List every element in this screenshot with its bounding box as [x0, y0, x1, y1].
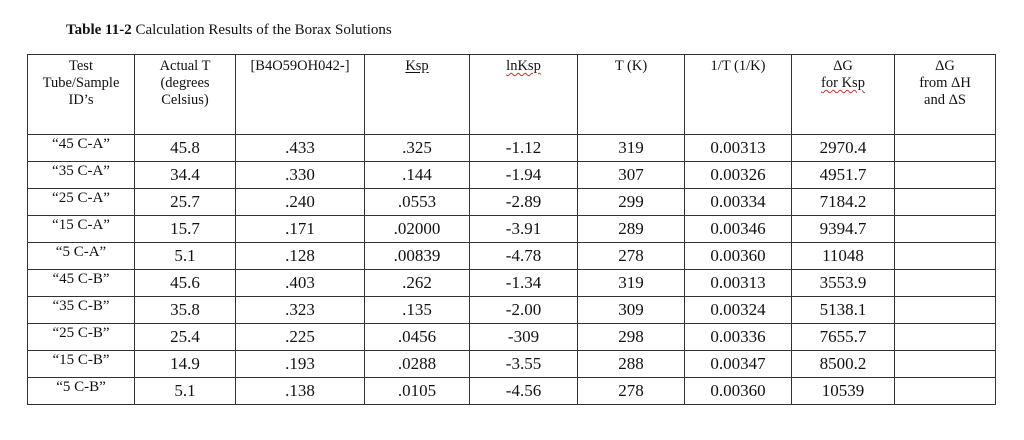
temp-kelvin-cell: 299	[578, 189, 685, 216]
dg-dh-ds-cell	[895, 297, 996, 324]
table-body	[28, 135, 996, 405]
sample-id-cell: “25 C-B”	[28, 324, 135, 351]
borate-concentration-cell: .128	[236, 243, 365, 270]
header-temp-kelvin	[578, 55, 685, 135]
inverse-temp-cell: 0.00326	[685, 162, 792, 189]
header-row	[28, 55, 996, 135]
borate-concentration-cell: .323	[236, 297, 365, 324]
header-dg-ksp-line: for Ksp	[821, 75, 865, 91]
ksp-cell: .0553	[365, 189, 470, 216]
table-row	[28, 243, 996, 270]
inverse-temp-cell: 0.00346	[685, 216, 792, 243]
lnksp-cell: -3.91	[470, 216, 578, 243]
dg-ksp-cell: 8500.2	[792, 351, 895, 378]
lnksp-cell: -4.78	[470, 243, 578, 270]
inverse-temp-cell: 0.00347	[685, 351, 792, 378]
actual-temp-cell: 35.8	[135, 297, 236, 324]
dg-ksp-cell: 7184.2	[792, 189, 895, 216]
header-sample-id-line: Tube/Sample	[42, 75, 120, 91]
dg-dh-ds-cell	[895, 324, 996, 351]
header-dg-dh-ds-line: and ΔS	[924, 92, 966, 108]
dg-dh-ds-cell	[895, 270, 996, 297]
sample-id-cell: “15 C-B”	[28, 351, 135, 378]
lnksp-cell: -1.12	[470, 135, 578, 162]
lnksp-cell: -2.00	[470, 297, 578, 324]
inverse-temp-cell: 0.00360	[685, 378, 792, 405]
lnksp-cell: -3.55	[470, 351, 578, 378]
dg-dh-ds-cell	[895, 351, 996, 378]
actual-temp-cell: 45.6	[135, 270, 236, 297]
header-sample-id-line: Test	[69, 58, 93, 74]
temp-kelvin-cell: 298	[578, 324, 685, 351]
table-row	[28, 324, 996, 351]
borate-concentration-cell: .240	[236, 189, 365, 216]
table-row	[28, 351, 996, 378]
header-dg-ksp-line: ΔG	[833, 58, 853, 74]
lnksp-cell: -2.89	[470, 189, 578, 216]
borate-concentration-cell: .193	[236, 351, 365, 378]
header-ksp	[365, 55, 470, 135]
sample-id-cell: “25 C-A”	[28, 189, 135, 216]
dg-ksp-cell: 2970.4	[792, 135, 895, 162]
dg-dh-ds-cell	[895, 378, 996, 405]
ksp-cell: .0105	[365, 378, 470, 405]
dg-ksp-cell: 4951.7	[792, 162, 895, 189]
header-borate-concentration-line: [B4O59OH042-]	[250, 58, 350, 74]
dg-ksp-cell: 11048	[792, 243, 895, 270]
dg-ksp-cell: 5138.1	[792, 297, 895, 324]
ksp-cell: .00839	[365, 243, 470, 270]
sample-id-cell: “15 C-A”	[28, 216, 135, 243]
dg-dh-ds-cell	[895, 135, 996, 162]
dg-ksp-cell: 9394.7	[792, 216, 895, 243]
header-temp-kelvin-line: T (K)	[614, 58, 648, 74]
actual-temp-cell: 15.7	[135, 216, 236, 243]
lnksp-cell: -1.94	[470, 162, 578, 189]
actual-temp-cell: 25.4	[135, 324, 236, 351]
lnksp-cell: -4.56	[470, 378, 578, 405]
borate-concentration-cell: .225	[236, 324, 365, 351]
temp-kelvin-cell: 307	[578, 162, 685, 189]
borax-results-table	[27, 54, 996, 405]
dg-ksp-cell: 7655.7	[792, 324, 895, 351]
ksp-cell: .0288	[365, 351, 470, 378]
header-dg-ksp	[792, 55, 895, 135]
inverse-temp-cell: 0.00324	[685, 297, 792, 324]
dg-dh-ds-cell	[895, 216, 996, 243]
temp-kelvin-cell: 319	[578, 270, 685, 297]
inverse-temp-cell: 0.00360	[685, 243, 792, 270]
header-actual-temp-line: Celsius)	[161, 92, 209, 108]
actual-temp-cell: 5.1	[135, 243, 236, 270]
header-ksp-line: Ksp	[405, 58, 429, 74]
header-sample-id	[28, 55, 135, 135]
table-row	[28, 135, 996, 162]
table-row	[28, 162, 996, 189]
actual-temp-cell: 45.8	[135, 135, 236, 162]
sample-id-cell: “35 C-B”	[28, 297, 135, 324]
borate-concentration-cell: .433	[236, 135, 365, 162]
header-actual-temp	[135, 55, 236, 135]
borate-concentration-cell: .403	[236, 270, 365, 297]
sample-id-cell: “5 C-A”	[28, 243, 135, 270]
table-caption	[66, 22, 392, 39]
sample-id-cell: “45 C-B”	[28, 270, 135, 297]
table-caption-label: Table 11-2	[66, 22, 132, 38]
temp-kelvin-cell: 289	[578, 216, 685, 243]
header-lnksp-line: lnKsp	[506, 58, 541, 74]
ksp-cell: .135	[365, 297, 470, 324]
header-actual-temp-line: (degrees	[160, 75, 210, 91]
header-dg-dh-ds-line: from ΔH	[919, 75, 971, 91]
dg-dh-ds-cell	[895, 189, 996, 216]
actual-temp-cell: 5.1	[135, 378, 236, 405]
sample-id-cell: “5 C-B”	[28, 378, 135, 405]
inverse-temp-cell: 0.00313	[685, 270, 792, 297]
temp-kelvin-cell: 278	[578, 243, 685, 270]
dg-ksp-cell: 3553.9	[792, 270, 895, 297]
header-inverse-temp	[685, 55, 792, 135]
dg-dh-ds-cell	[895, 162, 996, 189]
temp-kelvin-cell: 278	[578, 378, 685, 405]
ksp-cell: .02000	[365, 216, 470, 243]
table-row	[28, 270, 996, 297]
ksp-cell: .262	[365, 270, 470, 297]
temp-kelvin-cell: 288	[578, 351, 685, 378]
header-actual-temp-line: Actual T	[159, 58, 211, 74]
inverse-temp-cell: 0.00313	[685, 135, 792, 162]
table-row	[28, 378, 996, 405]
header-borate-concentration	[236, 55, 365, 135]
lnksp-cell: -1.34	[470, 270, 578, 297]
ksp-cell: .0456	[365, 324, 470, 351]
actual-temp-cell: 14.9	[135, 351, 236, 378]
borate-concentration-cell: .171	[236, 216, 365, 243]
header-inverse-temp-line: 1/T (1/K)	[710, 58, 766, 74]
header-dg-dh-ds	[895, 55, 996, 135]
header-dg-dh-ds-line: ΔG	[935, 58, 955, 74]
table-row	[28, 297, 996, 324]
header-sample-id-line: ID’s	[68, 92, 94, 108]
dg-dh-ds-cell	[895, 243, 996, 270]
borate-concentration-cell: .138	[236, 378, 365, 405]
borate-concentration-cell: .330	[236, 162, 365, 189]
actual-temp-cell: 25.7	[135, 189, 236, 216]
table-row	[28, 189, 996, 216]
ksp-cell: .325	[365, 135, 470, 162]
ksp-cell: .144	[365, 162, 470, 189]
sample-id-cell: “35 C-A”	[28, 162, 135, 189]
inverse-temp-cell: 0.00334	[685, 189, 792, 216]
temp-kelvin-cell: 309	[578, 297, 685, 324]
actual-temp-cell: 34.4	[135, 162, 236, 189]
lnksp-cell: -309	[470, 324, 578, 351]
sample-id-cell: “45 C-A”	[28, 135, 135, 162]
dg-ksp-cell: 10539	[792, 378, 895, 405]
table-row	[28, 216, 996, 243]
inverse-temp-cell: 0.00336	[685, 324, 792, 351]
table-caption-text: Calculation Results of the Borax Solutions	[131, 22, 392, 38]
temp-kelvin-cell: 319	[578, 135, 685, 162]
header-lnksp	[470, 55, 578, 135]
